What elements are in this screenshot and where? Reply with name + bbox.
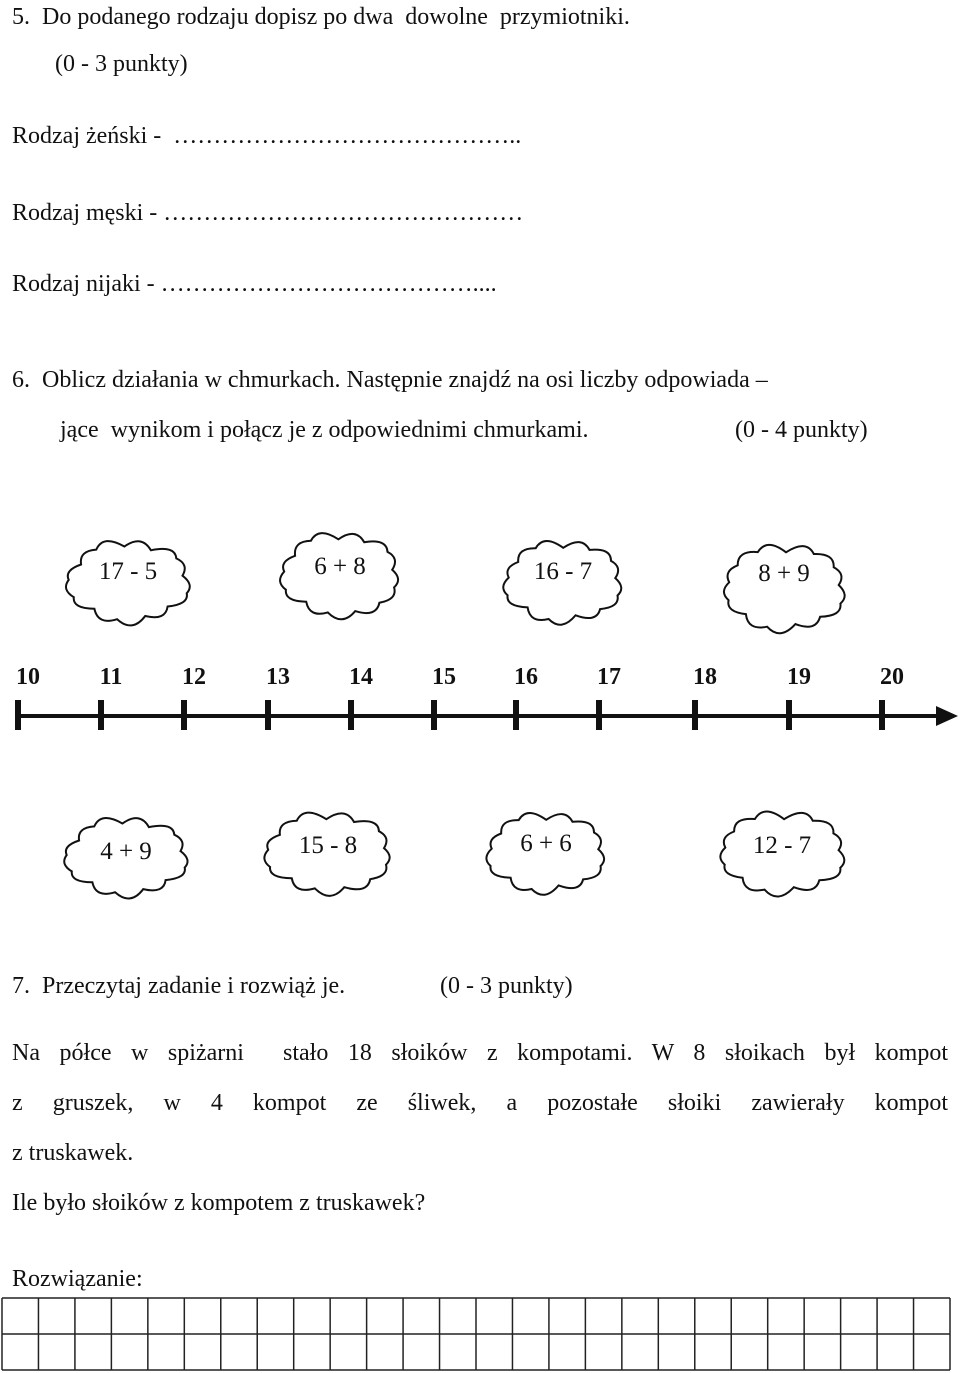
- task6-points: (0 - 4 punkty): [735, 417, 868, 443]
- number-line-label-13: 13: [266, 664, 290, 690]
- top-cloud-label-1: 17 - 5: [98, 558, 158, 585]
- top-cloud-label-4: 8 + 9: [758, 560, 810, 587]
- number-line-label-14: 14: [349, 664, 373, 690]
- number-line-label-19: 19: [787, 664, 811, 690]
- task7-points: (0 - 3 punkty): [440, 973, 573, 999]
- number-line-label-10: 10: [16, 664, 40, 690]
- number-line-label-15: 15: [432, 664, 456, 690]
- number-line-label-20: 20: [880, 664, 904, 690]
- task7-question: Ile było słoików z kompotem z truskawek?: [12, 1190, 426, 1216]
- solution-label: Rozwiązanie:: [12, 1266, 143, 1292]
- number-line-label-11: 11: [99, 664, 123, 690]
- bottom-cloud-label-2: 15 - 8: [298, 832, 358, 859]
- top-cloud-label-2: 6 + 8: [314, 553, 366, 580]
- task7-text-line1-words: Na półce w spiżarni stało 18 słoików z kompotami. W 8 słoikach był kompot: [12, 1040, 948, 1066]
- number-line-label-18: 18: [693, 664, 717, 690]
- task6-heading-line2: jące wynikom i połącz je z odpowiednimi chmurkami.: [60, 417, 589, 443]
- number-line-label-12: 12: [182, 664, 206, 690]
- task6-heading-line1: 6. Oblicz działania w chmurkach. Następnie znajdź na osi liczby odpowiada –: [12, 367, 768, 393]
- number-line-label-16: 16: [514, 664, 538, 690]
- task5-neuter-line[interactable]: Rodzaj nijaki - …………………………………....: [12, 271, 497, 297]
- task7-text-line3: z truskawek.: [12, 1140, 134, 1166]
- task5-feminine-line[interactable]: Rodzaj żeński - ……………………………………..: [12, 123, 522, 149]
- bottom-cloud-label-1: 4 + 9: [100, 838, 152, 865]
- top-cloud-label-3: 16 - 7: [533, 558, 593, 585]
- task7-heading: 7. Przeczytaj zadanie i rozwiąż je.: [12, 973, 346, 999]
- task5-points: (0 - 3 punkty): [55, 51, 188, 77]
- bottom-cloud-label-4: 12 - 7: [752, 832, 812, 859]
- bottom-cloud-label-3: 6 + 6: [520, 830, 572, 857]
- number-line-label-17: 17: [597, 664, 621, 690]
- task5-heading: 5. Do podanego rodzaju dopisz po dwa dowolne przymiotniki.: [12, 4, 630, 30]
- task7-text-line2-words: z gruszek, w 4 kompot ze śliwek, a pozostałe słoiki zawierały kompot: [12, 1090, 948, 1116]
- task5-masculine-line[interactable]: Rodzaj męski - ………………………………………: [12, 200, 524, 226]
